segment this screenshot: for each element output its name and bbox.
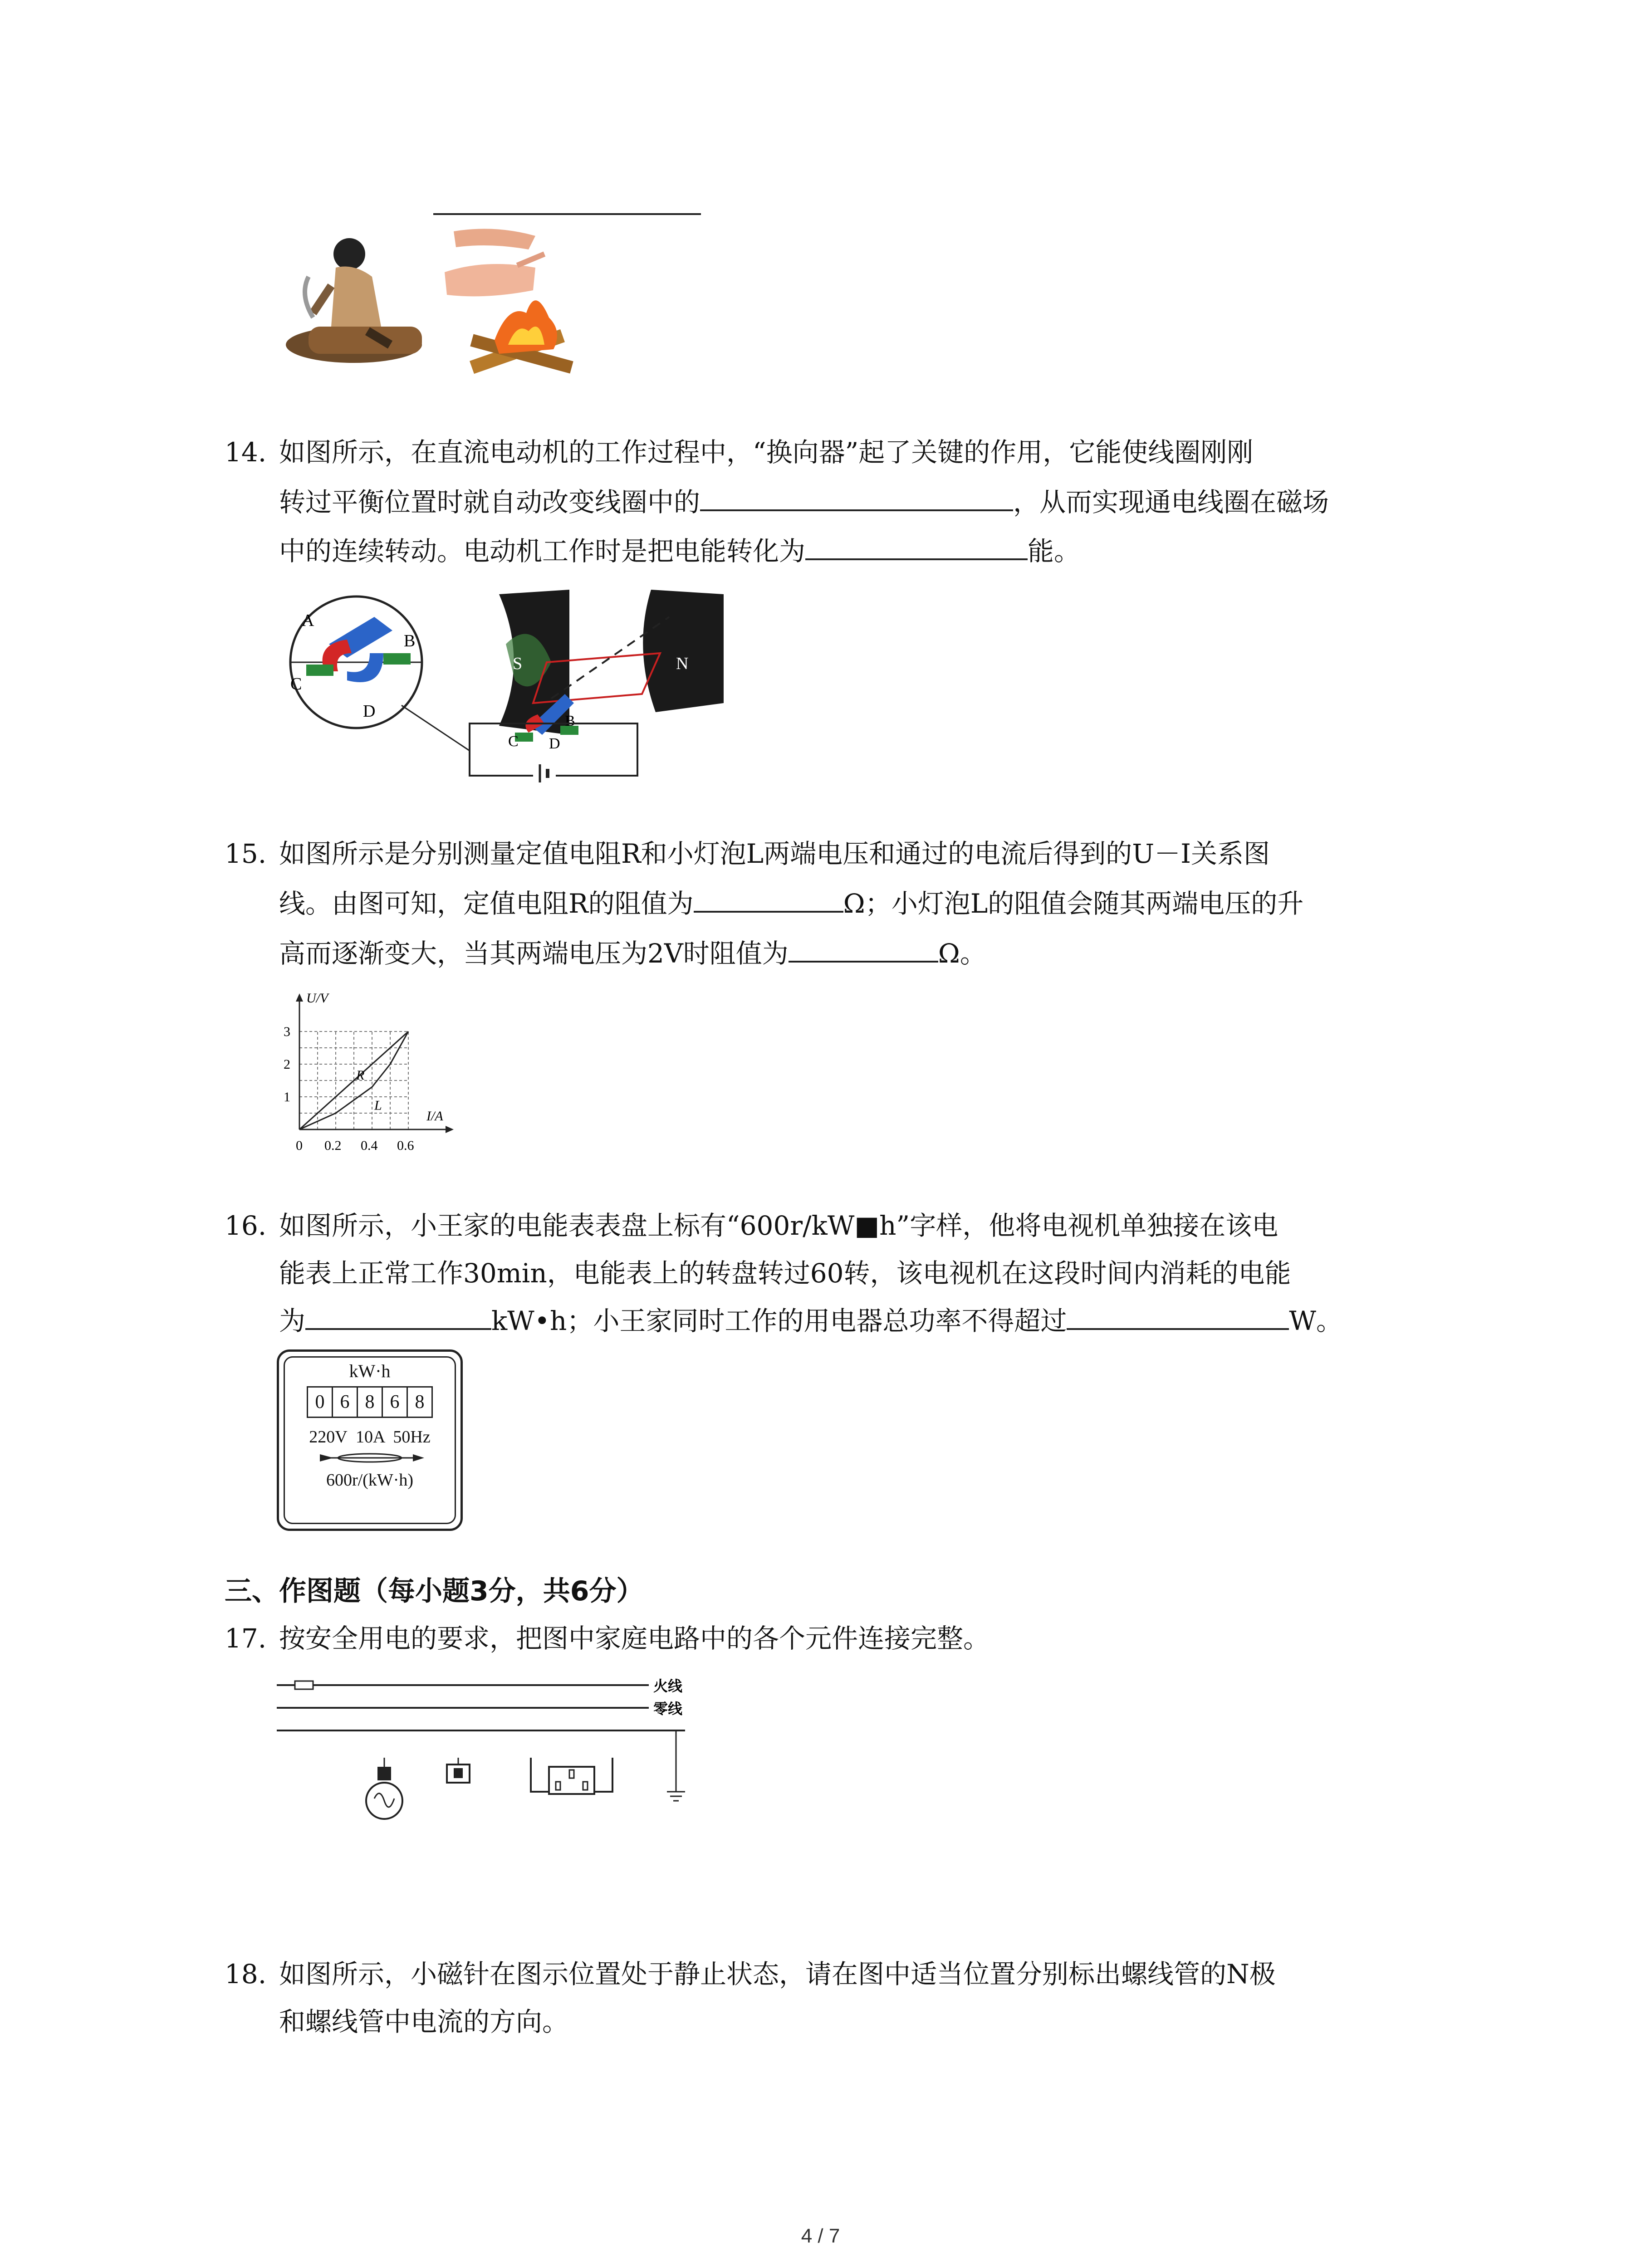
series-label-R: R (356, 1068, 365, 1083)
q14-text-1: 如图所示，在直流电动机的工作过程中，“换向器”起了关键的作用，它能使线圈刚刚 (279, 437, 1254, 468)
meter-unit: kW·h (349, 1361, 391, 1381)
q17-circuit-figure (277, 1669, 699, 1842)
meter-digit: 8 (408, 1386, 433, 1418)
q14-blank-2[interactable] (805, 535, 1028, 560)
q15-line-1 (225, 832, 1270, 870)
meter-digit: 8 (358, 1386, 383, 1418)
series-label-L: L (374, 1098, 382, 1113)
q15-blank-1[interactable] (694, 887, 843, 913)
q16-text-3a: 为 (279, 1305, 306, 1336)
q15-text-2a: 线。由图可知，定值电阻R的阻值为 (279, 888, 694, 919)
meter-digit: 6 (333, 1386, 358, 1418)
q16-blank-2[interactable] (1067, 1305, 1289, 1330)
x-tick-label: 0 (296, 1138, 303, 1153)
section-title: 三、作图题（每小题3分，共6分） (225, 1575, 644, 1607)
q14-text-2a: 转过平衡位置时就自动改变线圈中的 (279, 487, 700, 518)
switch-icon (447, 1758, 470, 1783)
q13-figure (281, 222, 608, 376)
q13-answer-line (433, 213, 701, 215)
q15-line-2 (279, 882, 1303, 920)
neutral-wire-label: 零线 (653, 1700, 683, 1717)
label-b-small: B (565, 713, 575, 729)
y-axis-arrow (296, 993, 303, 1002)
q16-line-1 (225, 1204, 1278, 1242)
q16-text-1: 如图所示，小王家的电能表表盘上标有“600r/kW■h”字样，他将电视机单独接在该电 (279, 1210, 1279, 1241)
q16-blank-1[interactable] (305, 1305, 491, 1330)
q14-line-1 (225, 431, 1253, 469)
live-wire-label: 火线 (653, 1677, 683, 1695)
meter-rating: 220V 10A 50Hz (309, 1427, 431, 1447)
q17-text-1: 按安全用电的要求，把图中家庭电路中的各个元件连接完整。 (279, 1623, 990, 1654)
label-c: C (290, 675, 302, 694)
q18-text-1: 如图所示，小磁针在图示位置处于静止状态，请在图中适当位置分别标出螺线管的N极 (279, 1959, 1276, 1989)
page-number: 4 / 7 (801, 2225, 840, 2247)
q18-text-2: 和螺线管中电流的方向。 (279, 2006, 569, 2037)
label-a: A (302, 611, 314, 630)
q16-line-3 (279, 1300, 1342, 1338)
label-s: S (513, 654, 523, 673)
x-axis-arrow (446, 1126, 454, 1133)
q16-text-2: 能表上正常工作30min，电能表上的转盘转过60转，该电视机在这段时间内消耗的电能 (279, 1258, 1291, 1289)
q18-line-1 (225, 1953, 1276, 1991)
magnet-n (643, 590, 724, 712)
meter-disc-arrow-icon (311, 1449, 429, 1467)
meter-digits (285, 1386, 455, 1418)
q15-text-3b: Ω。 (938, 938, 986, 969)
q16-line-2 (279, 1252, 1291, 1290)
question-number: 16. (225, 1210, 267, 1241)
q15-line-3 (279, 932, 986, 970)
caveman-fire-drill-image (286, 238, 422, 363)
label-b: B (404, 631, 416, 650)
y-axis-label: U/V (306, 991, 328, 1006)
q14-line-3 (279, 530, 1080, 568)
y-tick-label: 1 (284, 1090, 290, 1105)
q16-text-3c: W。 (1289, 1305, 1342, 1336)
q15-text-1: 如图所示是分别测量定值电阻R和小灯泡L两端电压和通过的电流后得到的U－I关系图 (279, 838, 1270, 869)
label-d: D (363, 702, 376, 721)
q14-text-2b: ，从而实现通电线圈在磁场 (1013, 487, 1329, 518)
fuse-icon (295, 1681, 313, 1689)
x-tick-label: 0.2 (324, 1138, 342, 1153)
q15-text-3a: 高而逐渐变大，当其两端电压为2V时阻值为 (279, 938, 789, 969)
question-number: 14. (225, 437, 267, 468)
q14-line-2 (279, 481, 1329, 519)
chart-labels (284, 991, 443, 1153)
meter-digit: 6 (383, 1386, 408, 1418)
q15-blank-2[interactable] (789, 937, 938, 963)
q14-motor-figure (279, 590, 733, 785)
q18-line-2 (279, 2000, 568, 2038)
q14-text-3b: 能。 (1028, 536, 1081, 567)
rubbing-hands-image (445, 229, 544, 296)
x-tick-label: 0.6 (397, 1138, 414, 1153)
ground-icon (667, 1792, 685, 1801)
x-tick-label: 0.4 (361, 1138, 378, 1153)
x-axis-label: I/A (426, 1109, 443, 1124)
question-number: 17. (225, 1623, 267, 1654)
question-number: 18. (225, 1959, 267, 1989)
label-c-small: C (508, 733, 519, 750)
meter-constant: 600r/(kW·h) (326, 1471, 414, 1490)
meter-digit: 0 (307, 1386, 333, 1418)
u-i-chart (272, 980, 508, 1161)
lamp-icon (366, 1758, 402, 1819)
energy-meter (277, 1349, 463, 1531)
y-tick-label: 3 (284, 1024, 290, 1039)
q14-blank-1[interactable] (700, 486, 1013, 511)
label-d-small: D (549, 735, 560, 752)
energy-meter-inner (284, 1356, 456, 1524)
q16-text-3b: kW•h；小王家同时工作的用电器总功率不得超过 (491, 1305, 1067, 1336)
y-tick-label: 2 (284, 1057, 290, 1072)
label-n: N (676, 654, 689, 673)
q17-line-1 (225, 1617, 989, 1655)
campfire-image (472, 300, 572, 367)
question-number: 15. (225, 838, 267, 869)
socket-icon (531, 1758, 612, 1794)
q15-text-2b: Ω；小灯泡L的阻值会随其两端电压的升 (843, 888, 1304, 919)
q14-text-3a: 中的连续转动。电动机工作时是把电能转化为 (279, 536, 806, 567)
